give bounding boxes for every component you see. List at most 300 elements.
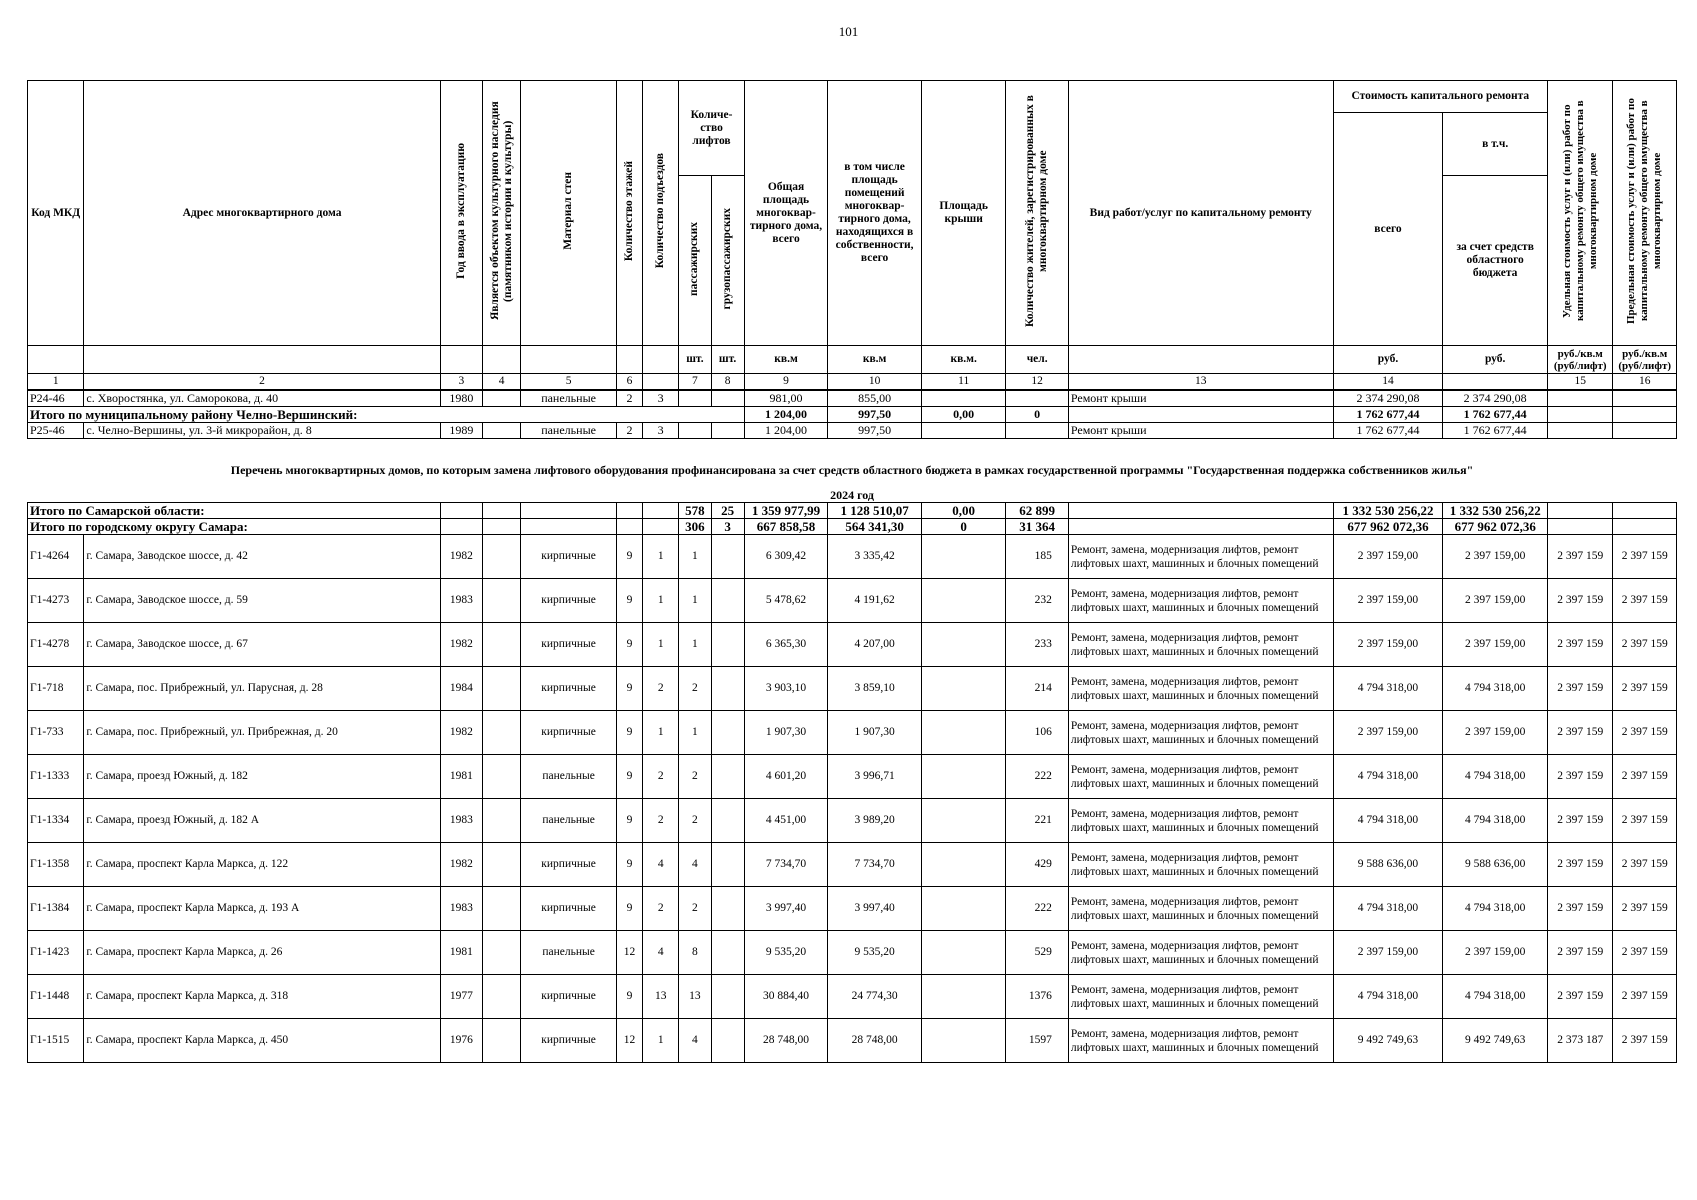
summary-label: Итого по муниципальному району Челно-Вершинский: [28, 406, 745, 422]
year: 1982 [440, 535, 482, 579]
table-row [28, 887, 1677, 931]
summary-row [28, 519, 1677, 535]
code: Г1-1423 [28, 931, 84, 975]
limit-cost: 2 397 159 [1613, 755, 1677, 799]
lifts-pass: 8 [679, 931, 711, 975]
residents: 221 [1006, 799, 1068, 843]
cost-total: 1 762 677,44 [1333, 406, 1443, 422]
total-area: 1 204,00 [744, 406, 828, 422]
column-number: 10 [828, 374, 922, 390]
total-area: 3 903,10 [744, 667, 828, 711]
address: г. Самара, проспект Карла Маркса, д. 318 [84, 975, 440, 1019]
owned-area: 3 335,42 [828, 535, 922, 579]
code: Г1-718 [28, 667, 84, 711]
total-area: 667 858,58 [744, 519, 828, 535]
address: г. Самара, Заводское шоссе, д. 67 [84, 623, 440, 667]
address: г. Самара, Заводское шоссе, д. 42 [84, 535, 440, 579]
residents [1006, 390, 1068, 407]
code: Р25-46 [28, 422, 84, 438]
unit-pcs: шт. [711, 346, 744, 374]
lifts-pass: 4 [679, 1019, 711, 1063]
total-area: 9 535,20 [744, 931, 828, 975]
limit-cost: 2 397 159 [1613, 887, 1677, 931]
lifts-pass: 1 [679, 711, 711, 755]
heritage [483, 579, 521, 623]
limit-cost [1613, 390, 1677, 407]
residents: 529 [1006, 931, 1068, 975]
column-number: 4 [483, 374, 521, 390]
year: 1982 [440, 711, 482, 755]
lifts-cargo [711, 799, 744, 843]
lifts-cargo [711, 711, 744, 755]
limit-cost: 2 397 159 [1613, 667, 1677, 711]
cost-total: 2 397 159,00 [1333, 931, 1443, 975]
code: Г1-1333 [28, 755, 84, 799]
empty-cell [521, 503, 617, 519]
walls: панельные [521, 422, 617, 438]
code: Г1-4273 [28, 579, 84, 623]
unit-cost: 2 397 159 [1548, 535, 1613, 579]
lifts-cargo [711, 579, 744, 623]
owned-area: 3 989,20 [828, 799, 922, 843]
total-area: 5 478,62 [744, 579, 828, 623]
unit-cost: 2 397 159 [1548, 623, 1613, 667]
walls: панельные [521, 931, 617, 975]
column-number: 5 [521, 374, 617, 390]
owned-area: 28 748,00 [828, 1019, 922, 1063]
total-area: 1 907,30 [744, 711, 828, 755]
column-number: 14 [1333, 374, 1443, 390]
limit-cost [1613, 422, 1677, 438]
address: г. Самара, проезд Южный, д. 182 А [84, 799, 440, 843]
limit-cost: 2 397 159 [1613, 975, 1677, 1019]
works: Ремонт, замена, модернизация лифтов, ремонт лифтовых шахт, машинных и блочных помещений [1068, 667, 1333, 711]
cost-regional: 2 397 159,00 [1443, 623, 1548, 667]
total-area: 30 884,40 [744, 975, 828, 1019]
column-number: 6 [616, 374, 642, 390]
lifts-pass [679, 390, 711, 407]
unit-cost [1548, 422, 1613, 438]
heritage [483, 422, 521, 438]
unit-cost: 2 373 187 [1548, 1019, 1613, 1063]
unit-cost: 2 397 159 [1548, 843, 1613, 887]
cost-total: 2 397 159,00 [1333, 711, 1443, 755]
unit-cost [1548, 519, 1613, 535]
col-cost-total: всего [1333, 113, 1443, 346]
cost-regional: 4 794 318,00 [1443, 755, 1548, 799]
heritage [483, 755, 521, 799]
cost-regional: 2 397 159,00 [1443, 931, 1548, 975]
unit-people: чел. [1006, 346, 1068, 374]
walls: кирпичные [521, 623, 617, 667]
heritage [483, 843, 521, 887]
heritage [483, 975, 521, 1019]
residents: 31 364 [1006, 519, 1068, 535]
address: г. Самара, проспект Карла Маркса, д. 450 [84, 1019, 440, 1063]
year: 1983 [440, 887, 482, 931]
floors: 9 [616, 579, 642, 623]
cost-total: 9 492 749,63 [1333, 1019, 1443, 1063]
floors: 12 [616, 1019, 642, 1063]
col-cost-incl: в т.ч. [1443, 113, 1548, 176]
cost-total: 4 794 318,00 [1333, 755, 1443, 799]
entrances: 1 [643, 579, 679, 623]
owned-area: 24 774,30 [828, 975, 922, 1019]
address: г. Самара, проспект Карла Маркса, д. 122 [84, 843, 440, 887]
walls: панельные [521, 799, 617, 843]
column-number: 12 [1006, 374, 1068, 390]
table-row [28, 535, 1677, 579]
cost-total: 1 762 677,44 [1333, 422, 1443, 438]
unit-cost: 2 397 159 [1548, 667, 1613, 711]
year: 1981 [440, 931, 482, 975]
total-area: 4 451,00 [744, 799, 828, 843]
total-area: 6 309,42 [744, 535, 828, 579]
works: Ремонт, замена, модернизация лифтов, ремонт лифтовых шахт, машинных и блочных помещений [1068, 623, 1333, 667]
walls: кирпичные [521, 887, 617, 931]
walls: панельные [521, 755, 617, 799]
cost-regional: 1 762 677,44 [1443, 422, 1548, 438]
heritage [483, 799, 521, 843]
lifts-cargo: 3 [711, 519, 744, 535]
limit-cost: 2 397 159 [1613, 623, 1677, 667]
heritage [483, 1019, 521, 1063]
walls: панельные [521, 390, 617, 407]
limit-cost: 2 397 159 [1613, 711, 1677, 755]
roof-area: 0,00 [921, 503, 1006, 519]
roof-area [921, 711, 1006, 755]
lifts-pass: 2 [679, 887, 711, 931]
heritage [483, 667, 521, 711]
limit-cost: 2 397 159 [1613, 579, 1677, 623]
residents: 222 [1006, 755, 1068, 799]
owned-area: 7 734,70 [828, 843, 922, 887]
roof-area [921, 422, 1006, 438]
column-number: 7 [679, 374, 711, 390]
lifts-cargo [711, 755, 744, 799]
lifts-cargo [711, 975, 744, 1019]
cost-regional: 1 762 677,44 [1443, 406, 1548, 422]
header-table [27, 80, 1677, 439]
empty-cell [521, 519, 617, 535]
lifts-cargo: 25 [711, 503, 744, 519]
column-number: 15 [1548, 374, 1613, 390]
roof-area [921, 799, 1006, 843]
works: Ремонт, замена, модернизация лифтов, ремонт лифтовых шахт, машинных и блочных помещений [1068, 799, 1333, 843]
year: 1980 [440, 390, 482, 407]
code: Р24-46 [28, 390, 84, 407]
works: Ремонт, замена, модернизация лифтов, ремонт лифтовых шахт, машинных и блочных помещений [1068, 931, 1333, 975]
empty-cell [616, 503, 642, 519]
heritage [483, 623, 521, 667]
col-code: Код МКД [28, 81, 84, 346]
page-number: 101 [838, 24, 859, 39]
cost-total: 2 374 290,08 [1333, 390, 1443, 407]
table-row [28, 1019, 1677, 1063]
col-residents: Количество жителей, зарегистрированных в многоквартирном доме [1006, 81, 1068, 346]
owned-area: 4 207,00 [828, 623, 922, 667]
walls: кирпичные [521, 667, 617, 711]
total-area: 3 997,40 [744, 887, 828, 931]
summary-row [28, 406, 1677, 422]
entrances: 1 [643, 623, 679, 667]
column-number: 8 [711, 374, 744, 390]
works: Ремонт, замена, модернизация лифтов, ремонт лифтовых шахт, машинных и блочных помещений [1068, 711, 1333, 755]
total-area: 28 748,00 [744, 1019, 828, 1063]
cost-regional: 1 332 530 256,22 [1443, 503, 1548, 519]
address: г. Самара, Заводское шоссе, д. 59 [84, 579, 440, 623]
year: 1982 [440, 843, 482, 887]
section-caption: Перечень многоквартирных домов, по которым замена лифтового оборудования профинансирована за счет средств областного бюджета в рамках государственной программы "Государственная поддержка собственников жилья" [230, 463, 1474, 477]
unit-sqm: кв.м. [921, 346, 1006, 374]
floors: 9 [616, 799, 642, 843]
walls: кирпичные [521, 843, 617, 887]
unit-cost [1548, 406, 1613, 422]
cost-regional: 2 397 159,00 [1443, 579, 1548, 623]
cost-total: 4 794 318,00 [1333, 799, 1443, 843]
roof-area [921, 390, 1006, 407]
roof-area [921, 1019, 1006, 1063]
unit-cost: 2 397 159 [1548, 711, 1613, 755]
limit-cost: 2 397 159 [1613, 1019, 1677, 1063]
unit-cost: 2 397 159 [1548, 931, 1613, 975]
owned-area: 564 341,30 [828, 519, 922, 535]
entrances: 2 [643, 887, 679, 931]
summary-label: Итого по городскому округу Самара: [28, 519, 441, 535]
cost-regional: 9 588 636,00 [1443, 843, 1548, 887]
floors: 9 [616, 887, 642, 931]
unit-cost: 2 397 159 [1548, 975, 1613, 1019]
unit-cost: 2 397 159 [1548, 755, 1613, 799]
table-row [28, 623, 1677, 667]
code: Г1-1358 [28, 843, 84, 887]
works [1068, 406, 1333, 422]
table-row [28, 843, 1677, 887]
lifts-pass: 578 [679, 503, 711, 519]
col-lifts-cargo: грузопассажирских [711, 176, 744, 346]
table-row [28, 579, 1677, 623]
year: 1983 [440, 579, 482, 623]
col-cost-regional: за счет средств областного бюджета [1443, 176, 1548, 346]
cost-total: 677 962 072,36 [1333, 519, 1443, 535]
owned-area: 9 535,20 [828, 931, 922, 975]
code: Г1-4278 [28, 623, 84, 667]
residents [1006, 422, 1068, 438]
code: Г1-733 [28, 711, 84, 755]
cost-total: 4 794 318,00 [1333, 887, 1443, 931]
lifts-pass: 4 [679, 843, 711, 887]
address: с. Хворостянка, ул. Саморокова, д. 40 [84, 390, 440, 407]
cost-regional: 4 794 318,00 [1443, 887, 1548, 931]
code: Г1-1515 [28, 1019, 84, 1063]
limit-cost: 2 397 159 [1613, 799, 1677, 843]
cost-regional: 2 397 159,00 [1443, 711, 1548, 755]
cost-regional: 4 794 318,00 [1443, 799, 1548, 843]
column-number: 9 [744, 374, 828, 390]
total-area: 7 734,70 [744, 843, 828, 887]
works: Ремонт, замена, модернизация лифтов, ремонт лифтовых шахт, машинных и блочных помещений [1068, 1019, 1333, 1063]
residents: 185 [1006, 535, 1068, 579]
floors: 9 [616, 711, 642, 755]
walls: кирпичные [521, 579, 617, 623]
residents: 222 [1006, 887, 1068, 931]
address: г. Самара, проспект Карла Маркса, д. 193 А [84, 887, 440, 931]
col-works: Вид работ/услуг по капитальному ремонту [1068, 81, 1333, 346]
empty-cell [483, 519, 521, 535]
works: Ремонт, замена, модернизация лифтов, ремонт лифтовых шахт, машинных и блочных помещений [1068, 887, 1333, 931]
owned-area: 1 907,30 [828, 711, 922, 755]
summary-row [28, 503, 1677, 519]
total-area: 1 359 977,99 [744, 503, 828, 519]
works [1068, 519, 1333, 535]
col-limit-cost: Предельная стоимость услуг и (или) работ по капитальному ремонту общего имущества в многоквартирном доме [1613, 81, 1677, 346]
lifts-pass: 13 [679, 975, 711, 1019]
table-row [28, 422, 1677, 438]
heritage [483, 390, 521, 407]
entrances: 1 [643, 535, 679, 579]
entrances: 2 [643, 667, 679, 711]
unit-cost: 2 397 159 [1548, 579, 1613, 623]
code: Г1-1334 [28, 799, 84, 843]
residents: 1597 [1006, 1019, 1068, 1063]
lifts-pass [679, 422, 711, 438]
year: 1981 [440, 755, 482, 799]
address: г. Самара, пос. Прибрежный, ул. Парусная, д. 28 [84, 667, 440, 711]
owned-area: 997,50 [828, 422, 922, 438]
owned-area: 4 191,62 [828, 579, 922, 623]
unit-rub-sqm: руб./кв.м (руб/лифт) [1613, 346, 1677, 374]
owned-area: 3 997,40 [828, 887, 922, 931]
col-floors: Количество этажей [616, 81, 642, 346]
total-area: 981,00 [744, 390, 828, 407]
column-number: 3 [440, 374, 482, 390]
lifts-pass: 1 [679, 535, 711, 579]
empty-cell [643, 519, 679, 535]
col-owned-area: в том числе площадь помещений многоквар-тирного дома, находящихся в собственности, всего [828, 81, 922, 346]
owned-area: 3 859,10 [828, 667, 922, 711]
summary-label: Итого по Самарской области: [28, 503, 441, 519]
table-row [28, 711, 1677, 755]
total-area: 1 204,00 [744, 422, 828, 438]
empty-cell [643, 503, 679, 519]
lifts-cargo [711, 667, 744, 711]
col-lifts-pass: пассажирских [679, 176, 711, 346]
roof-area [921, 623, 1006, 667]
works: Ремонт, замена, модернизация лифтов, ремонт лифтовых шахт, машинных и блочных помещений [1068, 843, 1333, 887]
roof-area: 0,00 [921, 406, 1006, 422]
residents: 232 [1006, 579, 1068, 623]
entrances: 3 [643, 422, 679, 438]
cost-total: 2 397 159,00 [1333, 623, 1443, 667]
column-number: 13 [1068, 374, 1333, 390]
cost-total: 4 794 318,00 [1333, 975, 1443, 1019]
unit-cost [1548, 390, 1613, 407]
entrances: 1 [643, 1019, 679, 1063]
col-year: Год ввода в эксплуатацию [440, 81, 482, 346]
unit-rub-sqm: руб./кв.м (руб/лифт) [1548, 346, 1613, 374]
works: Ремонт крыши [1068, 422, 1333, 438]
residents: 214 [1006, 667, 1068, 711]
col-heritage: Является объектом культурного наследия (памятником истории и культуры) [483, 81, 521, 346]
entrances: 13 [643, 975, 679, 1019]
unit-pcs: шт. [679, 346, 711, 374]
roof-area [921, 975, 1006, 1019]
column-number: 16 [1613, 374, 1677, 390]
table-row [28, 390, 1677, 407]
lifts-cargo [711, 843, 744, 887]
roof-area [921, 931, 1006, 975]
walls: кирпичные [521, 711, 617, 755]
cost-regional: 677 962 072,36 [1443, 519, 1548, 535]
empty-cell [440, 503, 482, 519]
entrances: 2 [643, 799, 679, 843]
owned-area: 3 996,71 [828, 755, 922, 799]
entrances: 3 [643, 390, 679, 407]
cost-total: 4 794 318,00 [1333, 667, 1443, 711]
cost-total: 9 588 636,00 [1333, 843, 1443, 887]
lifts-pass: 2 [679, 755, 711, 799]
column-number [643, 374, 679, 390]
heritage [483, 535, 521, 579]
owned-area: 1 128 510,07 [828, 503, 922, 519]
heritage [483, 711, 521, 755]
cost-regional: 4 794 318,00 [1443, 975, 1548, 1019]
residents: 106 [1006, 711, 1068, 755]
lifts-pass: 2 [679, 667, 711, 711]
residents: 1376 [1006, 975, 1068, 1019]
cost-total: 2 397 159,00 [1333, 535, 1443, 579]
total-area: 6 365,30 [744, 623, 828, 667]
total-area: 4 601,20 [744, 755, 828, 799]
col-unit-cost: Удельная стоимость услуг и (или) работ по капитальному ремонту общего имущества в многоквартирном доме [1548, 81, 1613, 346]
entrances: 1 [643, 711, 679, 755]
lifts-cargo [711, 1019, 744, 1063]
lifts-cargo [711, 422, 744, 438]
column-number: 2 [84, 374, 440, 390]
table-row [28, 975, 1677, 1019]
unit-sqm: кв.м [744, 346, 828, 374]
floors: 2 [616, 390, 642, 407]
residents: 429 [1006, 843, 1068, 887]
floors: 2 [616, 422, 642, 438]
col-entrances: Количество подъездов [643, 81, 679, 346]
roof-area [921, 843, 1006, 887]
roof-area [921, 535, 1006, 579]
roof-area [921, 579, 1006, 623]
walls: кирпичные [521, 1019, 617, 1063]
unit-cost [1548, 503, 1613, 519]
limit-cost [1613, 406, 1677, 422]
works: Ремонт, замена, модернизация лифтов, ремонт лифтовых шахт, машинных и блочных помещений [1068, 579, 1333, 623]
lifts-cargo [711, 390, 744, 407]
column-number: 1 [28, 374, 84, 390]
lifts-cargo [711, 623, 744, 667]
lifts-pass: 2 [679, 799, 711, 843]
works: Ремонт, замена, модернизация лифтов, ремонт лифтовых шахт, машинных и блочных помещений [1068, 535, 1333, 579]
table-row [28, 799, 1677, 843]
col-cost: Стоимость капитального ремонта [1333, 81, 1547, 113]
col-total-area: Общая площадь многоквар-тирного дома, всего [744, 81, 828, 346]
roof-area [921, 755, 1006, 799]
column-number [1443, 374, 1548, 390]
floors: 9 [616, 755, 642, 799]
works: Ремонт, замена, модернизация лифтов, ремонт лифтовых шахт, машинных и блочных помещений [1068, 975, 1333, 1019]
table-row [28, 931, 1677, 975]
year: 1984 [440, 667, 482, 711]
limit-cost [1613, 519, 1677, 535]
empty-cell [483, 503, 521, 519]
cost-regional: 2 374 290,08 [1443, 390, 1548, 407]
